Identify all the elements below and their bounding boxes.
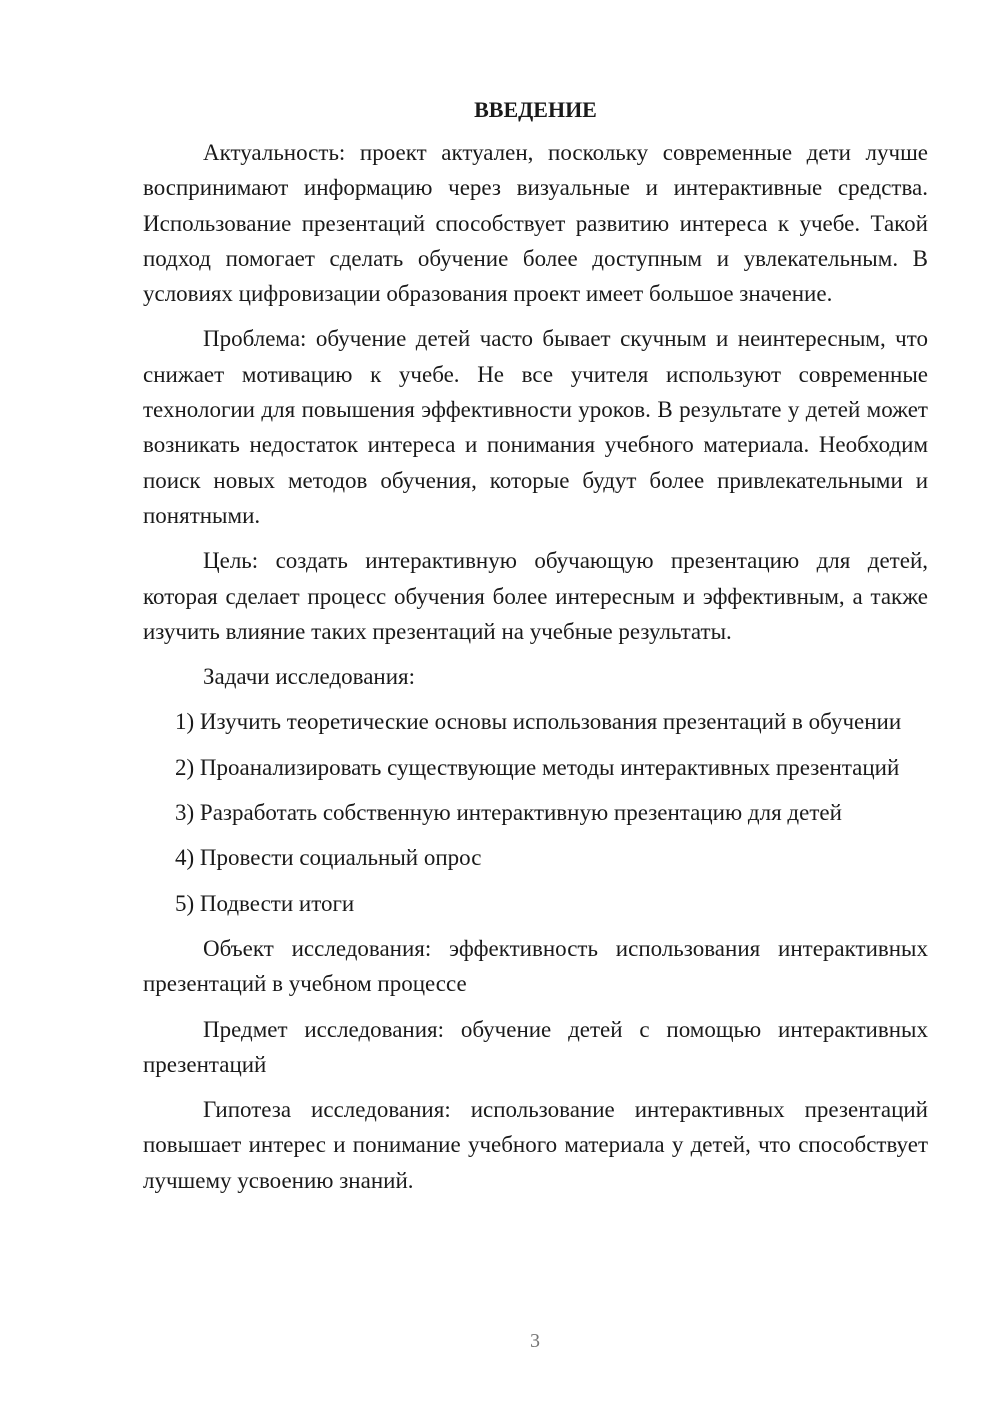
relevance-paragraph: Актуальность: проект актуален, поскольку современные дети лучше воспринимают информацию через визуальные и интерактивные средства. Использование презентаций способствует развитию интереса к учебе. Такой подход помогает сделать обучение более доступным и увлекательным. В условиях цифровизации образования проект имеет большое значение.: [143, 140, 928, 307]
document-page: [143, 92, 928, 1208]
section-title: ВВЕДЕНИЕ: [474, 97, 597, 122]
task-item-3: 3) Разработать собственную интерактивную презентацию для детей: [175, 800, 842, 826]
page-number: 3: [530, 1330, 540, 1352]
task-item-1: 1) Изучить теоретические основы использования презентаций в обучении: [175, 709, 902, 735]
task-item-5: 5) Подвести итоги: [175, 890, 355, 916]
task-item-2: 2) Проанализировать существующие методы интерактивных презентаций: [175, 754, 900, 780]
object-paragraph: Объект исследования: эффективность использования интерактивных презентаций в учебном процессе: [143, 935, 928, 997]
task-item-4: 4) Провести социальный опрос: [175, 845, 482, 871]
subject-paragraph: Предмет исследования: обучение детей с помощью интерактивных презентаций: [143, 1016, 928, 1077]
goal-paragraph: Цель: создать интерактивную обучающую презентацию для детей, которая сделает процесс обучения более интересным и эффективным, а также изучить влияние таких презентаций на учебные результаты.: [143, 548, 928, 644]
hypothesis-paragraph: Гипотеза исследования: использование интерактивных презентаций повышает интерес и понимание учебного материала у детей, что способствует лучшему усвоению знаний.: [143, 1097, 928, 1193]
tasks-heading: Задачи исследования:: [203, 664, 416, 690]
problem-paragraph: Проблема: обучение детей часто бывает скучным и неинтересным, что снижает мотивацию к учебе. Не все учителя используют современные технологии для повышения эффективности уроков. В результате у детей может возникать недостаток интереса и понимания учебного материала. Необходим поиск новых методов обучения, которые будут более привлекательными и понятными.: [143, 326, 928, 528]
